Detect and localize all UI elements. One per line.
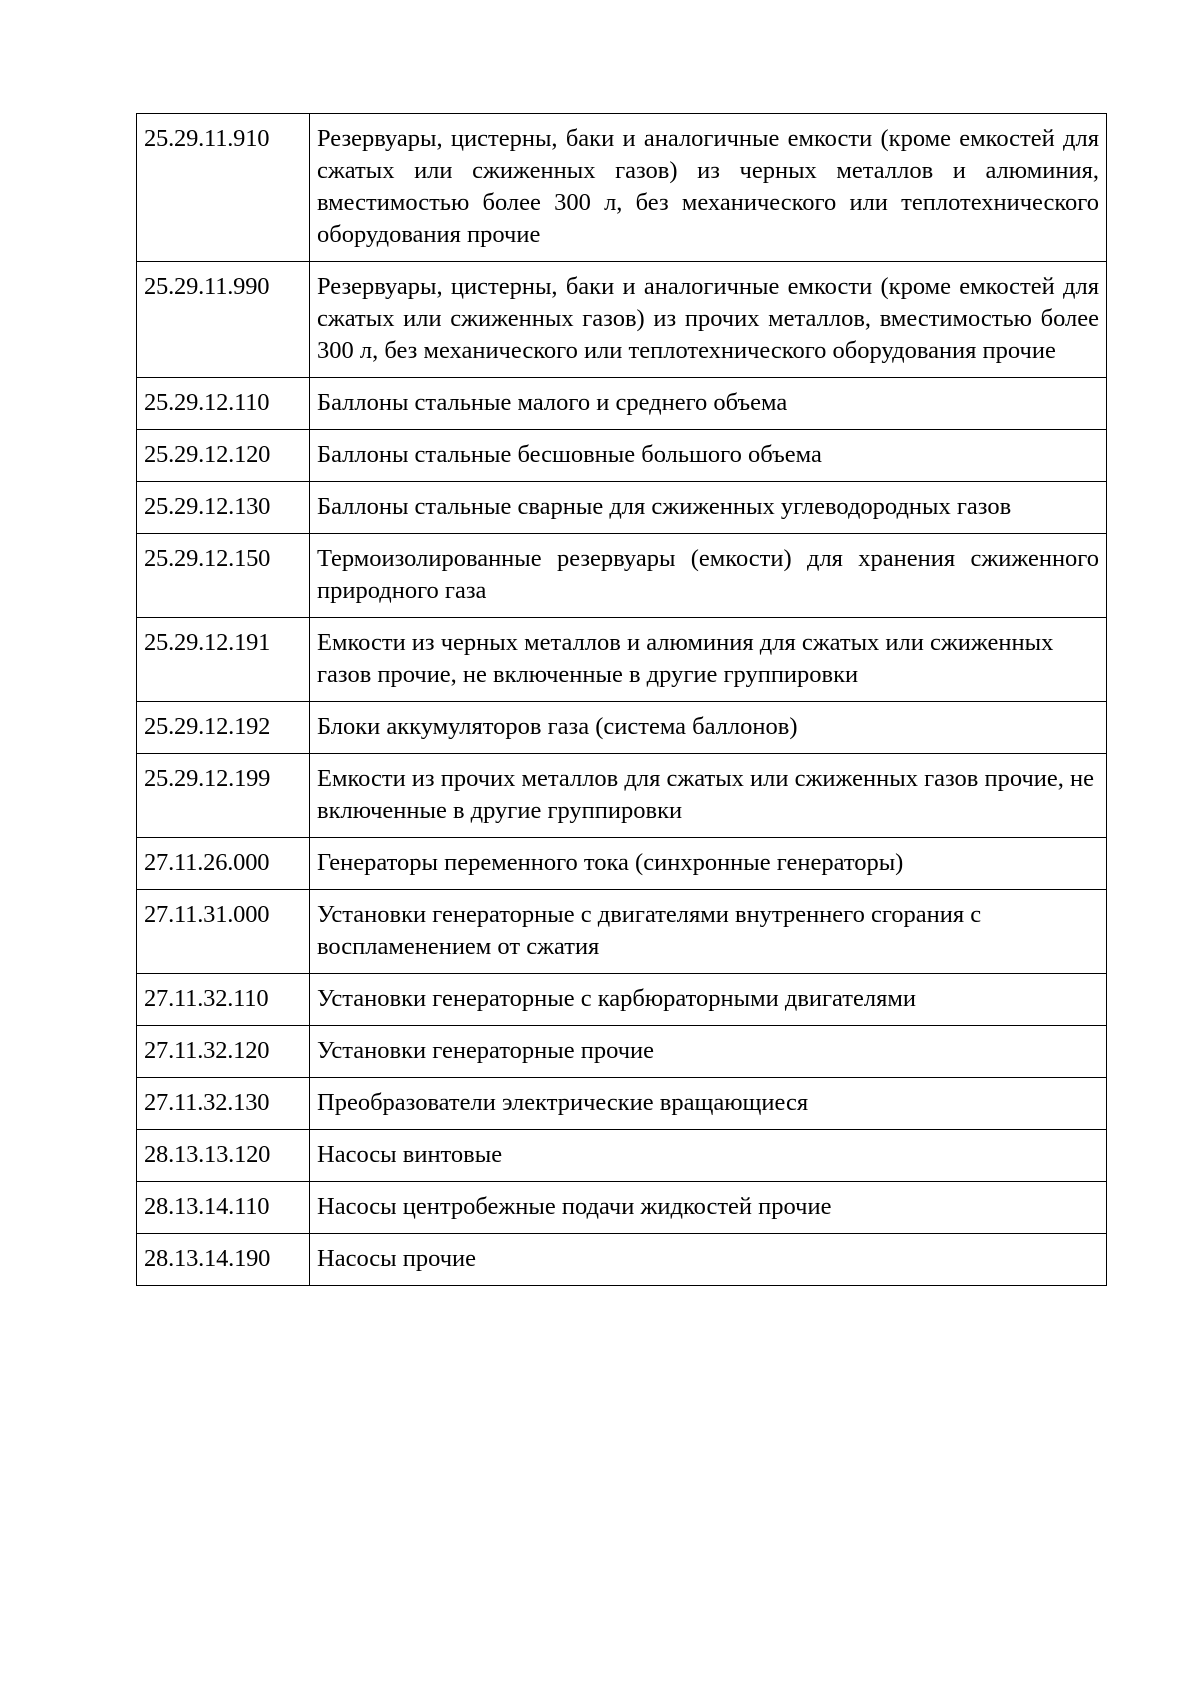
row-description: Блоки аккумуляторов газа (система баллонов) <box>310 702 1107 754</box>
table-row <box>137 702 1107 754</box>
table-row <box>137 974 1107 1026</box>
row-code: 25.29.11.910 <box>137 114 310 262</box>
table-row <box>137 378 1107 430</box>
row-description: Резервуары, цистерны, баки и аналогичные емкости (кроме емкостей для сжатых или сжиженных газов) из черных металлов и алюминия, вместимостью более 300 л, без механического или теплотехнического оборудования прочие <box>310 114 1107 262</box>
row-code: 28.13.13.120 <box>137 1130 310 1182</box>
row-code: 25.29.12.120 <box>137 430 310 482</box>
row-code: 25.29.12.191 <box>137 618 310 702</box>
table-row <box>137 430 1107 482</box>
table-row <box>137 838 1107 890</box>
table-row <box>137 618 1107 702</box>
row-code: 28.13.14.190 <box>137 1234 310 1286</box>
row-description: Баллоны стальные сварные для сжиженных углеводородных газов <box>310 482 1107 534</box>
row-description: Установки генераторные с карбюраторными двигателями <box>310 974 1107 1026</box>
table-row <box>137 114 1107 262</box>
row-code: 25.29.12.150 <box>137 534 310 618</box>
row-description: Емкости из прочих металлов для сжатых или сжиженных газов прочие, не включенные в другие группировки <box>310 754 1107 838</box>
row-description: Генераторы переменного тока (синхронные генераторы) <box>310 838 1107 890</box>
row-description: Баллоны стальные малого и среднего объема <box>310 378 1107 430</box>
row-code: 25.29.12.199 <box>137 754 310 838</box>
table-row <box>137 1130 1107 1182</box>
row-description: Установки генераторные прочие <box>310 1026 1107 1078</box>
row-code: 28.13.14.110 <box>137 1182 310 1234</box>
row-code: 27.11.31.000 <box>137 890 310 974</box>
row-code: 27.11.26.000 <box>137 838 310 890</box>
table-body <box>137 114 1107 1286</box>
table-row <box>137 890 1107 974</box>
row-description: Установки генераторные с двигателями внутреннего сгорания с воспламенением от сжатия <box>310 890 1107 974</box>
row-code: 25.29.12.130 <box>137 482 310 534</box>
row-code: 27.11.32.130 <box>137 1078 310 1130</box>
row-code: 27.11.32.120 <box>137 1026 310 1078</box>
table-row <box>137 1026 1107 1078</box>
row-code: 27.11.32.110 <box>137 974 310 1026</box>
row-description: Насосы прочие <box>310 1234 1107 1286</box>
row-code: 25.29.12.192 <box>137 702 310 754</box>
row-code: 25.29.11.990 <box>137 262 310 378</box>
table-row <box>137 262 1107 378</box>
table-row <box>137 1182 1107 1234</box>
table-row <box>137 754 1107 838</box>
row-description: Баллоны стальные бесшовные большого объема <box>310 430 1107 482</box>
table-row <box>137 482 1107 534</box>
row-description: Преобразователи электрические вращающиеся <box>310 1078 1107 1130</box>
classification-table <box>136 113 1107 1286</box>
row-description: Насосы винтовые <box>310 1130 1107 1182</box>
row-description: Емкости из черных металлов и алюминия для сжатых или сжиженных газов прочие, не включенные в другие группировки <box>310 618 1107 702</box>
table-row <box>137 1234 1107 1286</box>
table-row <box>137 534 1107 618</box>
table-row <box>137 1078 1107 1130</box>
row-code: 25.29.12.110 <box>137 378 310 430</box>
row-description: Резервуары, цистерны, баки и аналогичные емкости (кроме емкостей для сжатых или сжиженных газов) из прочих металлов, вместимостью более 300 л, без механического или теплотехнического оборудования прочие <box>310 262 1107 378</box>
row-description: Насосы центробежные подачи жидкостей прочие <box>310 1182 1107 1234</box>
row-description: Термоизолированные резервуары (емкости) для хранения сжиженного природного газа <box>310 534 1107 618</box>
